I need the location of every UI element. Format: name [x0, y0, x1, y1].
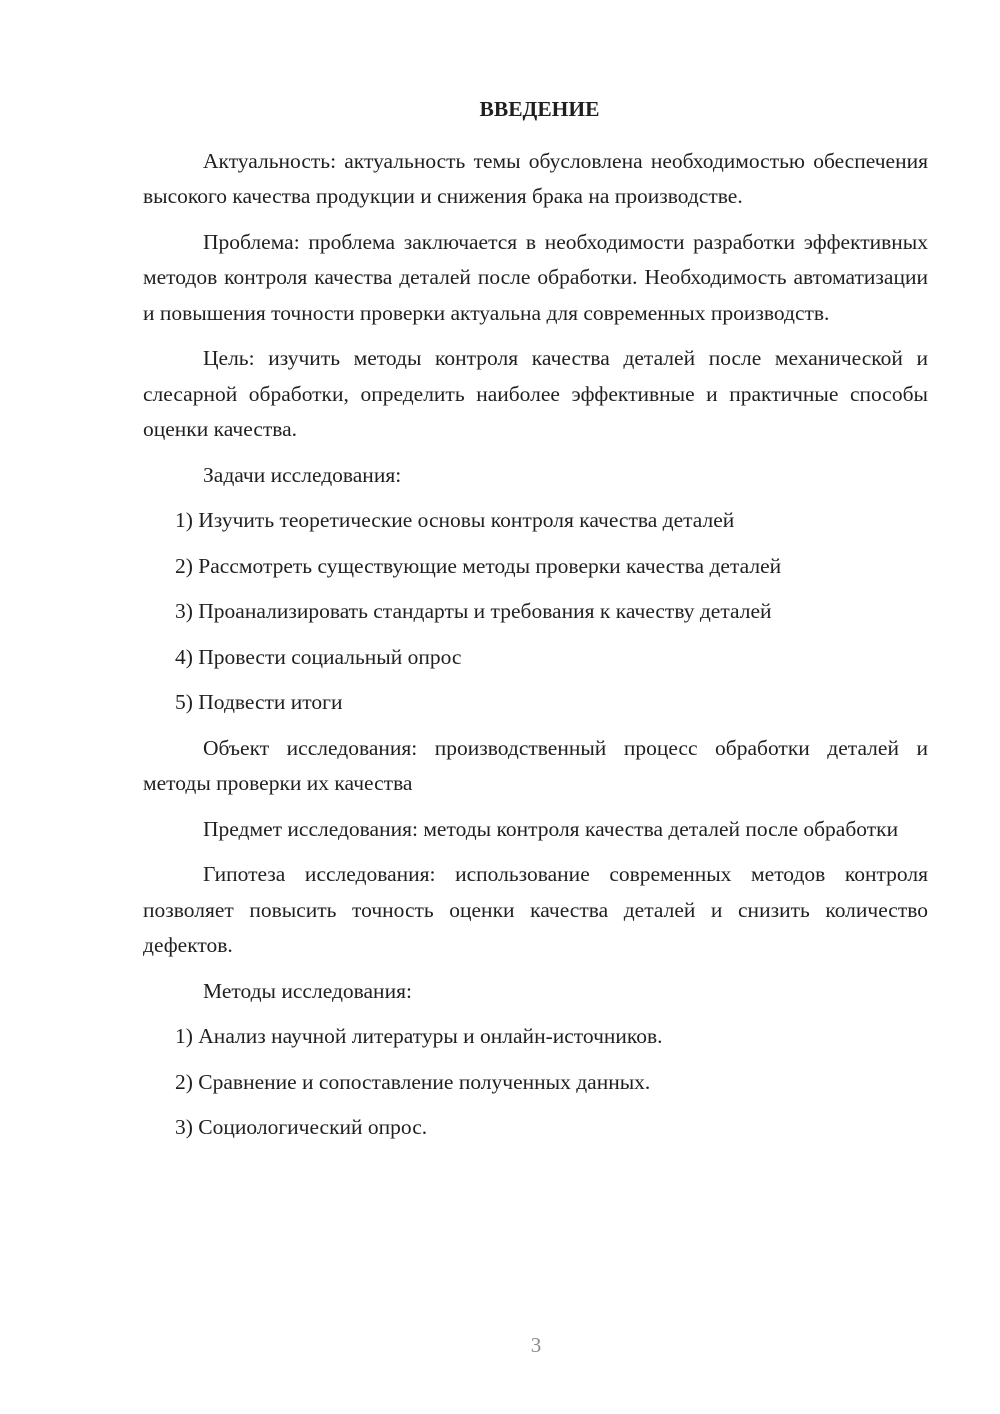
section-heading: ВВЕДЕНИЕ — [479, 97, 600, 121]
methods-label: Методы исследования: — [203, 978, 412, 1003]
list-item: 4) Провести социальный опрос — [175, 644, 462, 669]
list-item: 1) Изучить теоретические основы контроля качества деталей — [175, 508, 735, 532]
list-item: 3) Проанализировать стандарты и требования к качеству деталей — [175, 599, 772, 623]
hypothesis-paragraph: Гипотеза исследования: использование современных методов контроля позволяет повысить точность оценки качества деталей и снизить количество дефектов. — [143, 862, 928, 957]
list-item: 2) Рассмотреть существующие методы проверки качества деталей — [175, 553, 782, 578]
page-number: 3 — [530, 1333, 542, 1357]
problem-paragraph: Проблема: проблема заключается в необходимости разработки эффективных методов контроля качества деталей после обработки. Необходимость автоматизации и повышения точности проверки актуальна для современных производств. — [143, 229, 928, 325]
tasks-list — [143, 503, 928, 721]
object-paragraph: Объект исследования: производственный процесс обработки деталей и методы проверки их качества — [143, 735, 928, 795]
list-item: 2) Сравнение и сопоставление полученных данных. — [175, 1069, 651, 1094]
methods-list — [143, 1019, 928, 1146]
relevance-paragraph: Актуальность: актуальность темы обусловлена необходимостью обеспечения высокого качества продукции и снижения брака на производстве. — [143, 148, 928, 208]
list-item: 3) Социологический опрос. — [175, 1115, 428, 1139]
page-content — [143, 92, 928, 1156]
list-item: 5) Подвести итоги — [175, 690, 343, 714]
list-item: 1) Анализ научной литературы и онлайн-источников. — [175, 1024, 663, 1048]
goal-paragraph: Цель: изучить методы контроля качества деталей после механической и слесарной обработки, определить наиболее эффективные и практичные способы оценки качества. — [143, 346, 928, 441]
tasks-label: Задачи исследования: — [203, 462, 402, 487]
subject-paragraph: Предмет исследования: методы контроля качества деталей после обработки — [203, 816, 899, 841]
